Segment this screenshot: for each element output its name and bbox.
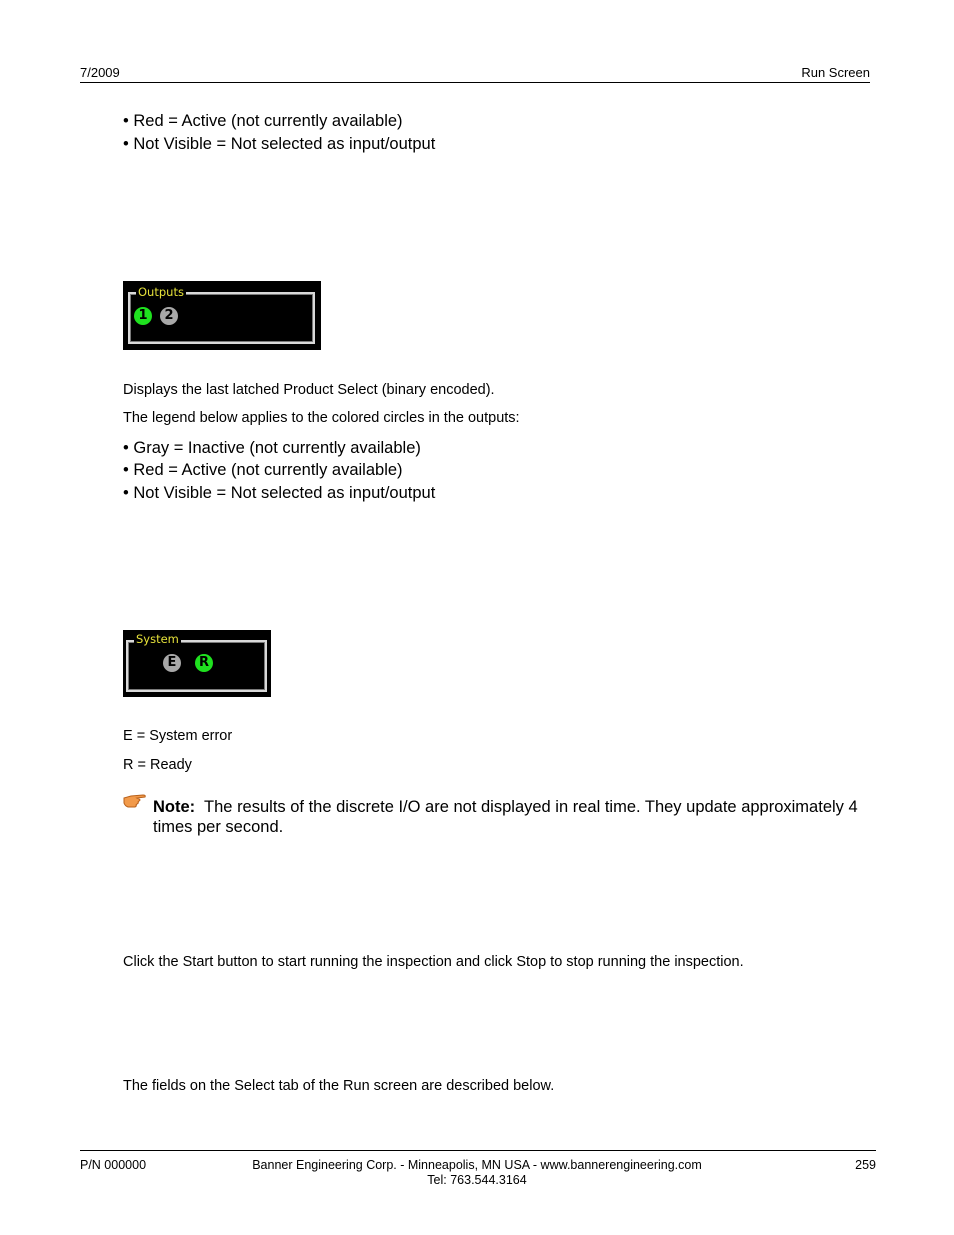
note-label: Note: [153, 798, 196, 816]
pointing-hand-icon [123, 792, 147, 808]
footer-rule [80, 1150, 876, 1151]
page-number: 259 [855, 1158, 876, 1172]
system-def-error: E = System error [123, 728, 233, 744]
header-section-title: Run Screen [801, 65, 870, 80]
footer-company [200, 1158, 754, 1188]
select-tab-paragraph: The fields on the Select tab of the Run screen are described below. [123, 1078, 555, 1094]
list-item: • Red = Active (not currently available) [123, 461, 403, 479]
footer-part-number: P/N 000000 [80, 1158, 147, 1172]
list-item: • Not Visible = Not selected as input/output [123, 484, 436, 502]
footer-tel: Tel: 763.544.3164 [427, 1173, 527, 1187]
outputs-panel [123, 281, 321, 350]
output-1-indicator-icon: 1 [134, 307, 152, 325]
note-text: The results of the discrete I/O are not displayed in real time. They update approximately 4 times per second. [153, 798, 858, 836]
outputs-frame [128, 292, 315, 344]
header-rule [80, 82, 870, 83]
legend-intro: The legend below applies to the colored circles in the outputs: [123, 410, 520, 426]
footer-company-line: Banner Engineering Corp. - Minneapolis, MN USA - www.bannerengineering.com [252, 1158, 702, 1172]
list-item: • Gray = Inactive (not currently available) [123, 439, 421, 457]
list-item: • Not Visible = Not selected as input/output [123, 135, 436, 153]
system-def-ready: R = Ready [123, 757, 192, 773]
start-stop-paragraph: Click the Start button to start running the inspection and click Stop to stop running the inspection. [123, 954, 744, 970]
system-panel [123, 630, 271, 697]
system-legend: System [136, 632, 179, 646]
output-2-indicator-icon: 2 [160, 307, 178, 325]
note-block [153, 797, 873, 837]
outputs-legend: Outputs [138, 285, 184, 299]
list-item: • Red = Active (not currently available) [123, 112, 403, 130]
header-date: 7/2009 [80, 65, 120, 80]
system-error-indicator-icon: E [163, 654, 181, 672]
system-ready-indicator-icon: R [195, 654, 213, 672]
outputs-description: Displays the last latched Product Select (binary encoded). [123, 382, 495, 398]
